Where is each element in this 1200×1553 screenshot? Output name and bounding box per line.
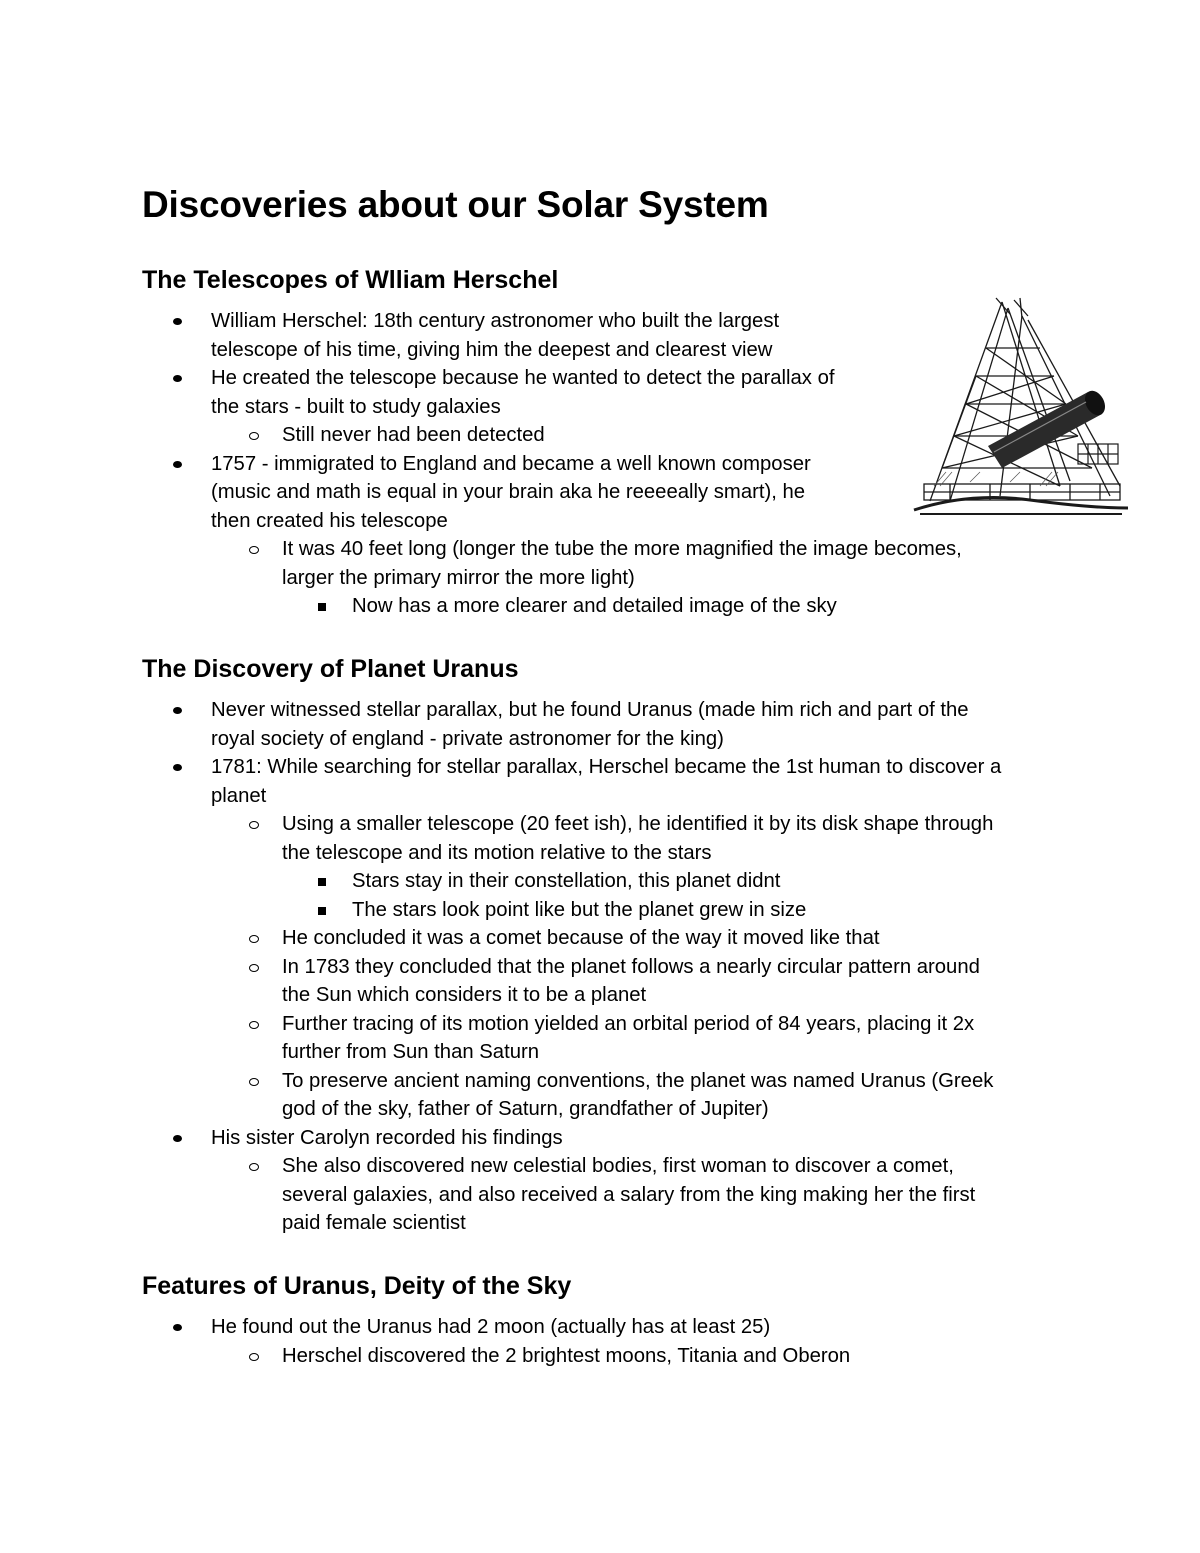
list-item-text-line: telescope of his time, giving him the deepest and clearest view xyxy=(211,338,773,361)
list-item xyxy=(0,1152,1200,1238)
list-item xyxy=(0,867,1200,896)
section-heading-telescopes: The Telescopes of Wlliam Herschel xyxy=(142,266,559,294)
list-item xyxy=(0,896,1200,925)
square-bullet-icon xyxy=(318,878,326,886)
filled-circle-bullet-icon xyxy=(173,764,182,771)
hollow-circle-bullet-icon xyxy=(249,964,259,972)
list-item xyxy=(0,1124,1200,1153)
list-item-text-line: planet xyxy=(211,784,267,807)
list-item-text-line: In 1783 they concluded that the planet follows a nearly circular pattern around xyxy=(282,955,980,978)
list-item-text-line: William Herschel: 18th century astronomer who built the largest xyxy=(211,310,780,332)
list-item-text-line: Stars stay in their constellation, this planet didnt xyxy=(352,870,781,892)
filled-circle-bullet-icon xyxy=(173,461,182,468)
list-item-text-line: It was 40 feet long (longer the tube the more magnified the image becomes, xyxy=(282,538,962,560)
list-item xyxy=(0,535,1200,592)
list-item xyxy=(0,953,1200,1010)
list-item-text-line: 1781: While searching for stellar parallax, Herschel became the 1st human to discover a xyxy=(211,756,1002,778)
list-item xyxy=(0,1342,1200,1371)
list-item xyxy=(0,753,1200,810)
list-item-text-line: further from Sun than Saturn xyxy=(282,1041,540,1063)
list-item xyxy=(0,696,1200,753)
list-item-text-line: He concluded it was a comet because of the way it moved like that xyxy=(282,927,880,949)
list-item xyxy=(0,1313,1200,1342)
filled-circle-bullet-icon xyxy=(173,375,182,382)
list-item-text-line: His sister Carolyn recorded his findings xyxy=(211,1126,563,1149)
section-heading-features: Features of Uranus, Deity of the Sky xyxy=(142,1272,572,1300)
filled-circle-bullet-icon xyxy=(173,707,182,714)
list-item-text-line: royal society of england - private astronomer for the king) xyxy=(211,727,724,750)
list-item-text-line: the stars - built to study galaxies xyxy=(211,395,501,418)
list-item-text-line: To preserve ancient naming conventions, the planet was named Uranus (Greek xyxy=(282,1069,994,1092)
section-heading-discovery: The Discovery of Planet Uranus xyxy=(142,655,519,683)
hollow-circle-bullet-icon xyxy=(249,1353,259,1361)
hollow-circle-bullet-icon xyxy=(249,432,259,440)
hollow-circle-bullet-icon xyxy=(249,821,259,829)
telescope-engraving-image xyxy=(910,296,1132,518)
hollow-circle-bullet-icon xyxy=(249,935,259,943)
hollow-circle-bullet-icon xyxy=(249,1021,259,1029)
hollow-circle-bullet-icon xyxy=(249,1078,259,1086)
hollow-circle-bullet-icon xyxy=(249,546,259,554)
list-item xyxy=(0,592,1200,621)
list-item-text-line: (music and math is equal in your brain aka he reeeeally smart), he xyxy=(211,481,806,503)
list-item-text-line: larger the primary mirror the more light) xyxy=(282,566,635,589)
list-item-text-line: The stars look point like but the planet grew in size xyxy=(352,898,807,921)
list-item-text-line: He created the telescope because he wanted to detect the parallax of xyxy=(211,367,835,389)
list-item-text-line: several galaxies, and also received a salary from the king making her the first xyxy=(282,1183,976,1206)
square-bullet-icon xyxy=(318,907,326,915)
list-item-text-line: She also discovered new celestial bodies, first woman to discover a comet, xyxy=(282,1155,954,1177)
list-item-text-line: 1757 - immigrated to England and became a well known composer xyxy=(211,452,811,475)
list-item xyxy=(0,1010,1200,1067)
list-item-text-line: god of the sky, father of Saturn, grandfather of Jupiter) xyxy=(282,1098,769,1120)
list-item-text-line: Now has a more clearer and detailed image of the sky xyxy=(352,595,837,617)
list-item-text-line: Herschel discovered the 2 brightest moons, Titania and Oberon xyxy=(282,1344,851,1367)
list-item-text-line: the telescope and its motion relative to the stars xyxy=(282,841,712,864)
list-item-text-line: then created his telescope xyxy=(211,509,448,532)
list-item xyxy=(0,924,1200,953)
list-item-text-line: paid female scientist xyxy=(282,1212,466,1234)
filled-circle-bullet-icon xyxy=(173,318,182,325)
bullet-list-features xyxy=(0,1313,1200,1370)
list-item-text-line: Still never had been detected xyxy=(282,424,545,446)
filled-circle-bullet-icon xyxy=(173,1135,182,1142)
list-item xyxy=(0,810,1200,867)
list-item xyxy=(0,1067,1200,1124)
square-bullet-icon xyxy=(318,603,326,611)
bullet-list-discovery xyxy=(0,696,1200,1238)
list-item-text-line: the Sun which considers it to be a planet xyxy=(282,984,647,1006)
list-item-text-line: Never witnessed stellar parallax, but he found Uranus (made him rich and part of the xyxy=(211,699,969,721)
list-item-text-line: Using a smaller telescope (20 feet ish), he identified it by its disk shape through xyxy=(282,813,994,835)
list-item-text-line: Further tracing of its motion yielded an orbital period of 84 years, placing it 2x xyxy=(282,1012,975,1035)
hollow-circle-bullet-icon xyxy=(249,1163,259,1171)
document-title: Discoveries about our Solar System xyxy=(142,184,769,225)
filled-circle-bullet-icon xyxy=(173,1324,182,1331)
list-item-text-line: He found out the Uranus had 2 moon (actually has at least 25) xyxy=(211,1316,771,1338)
